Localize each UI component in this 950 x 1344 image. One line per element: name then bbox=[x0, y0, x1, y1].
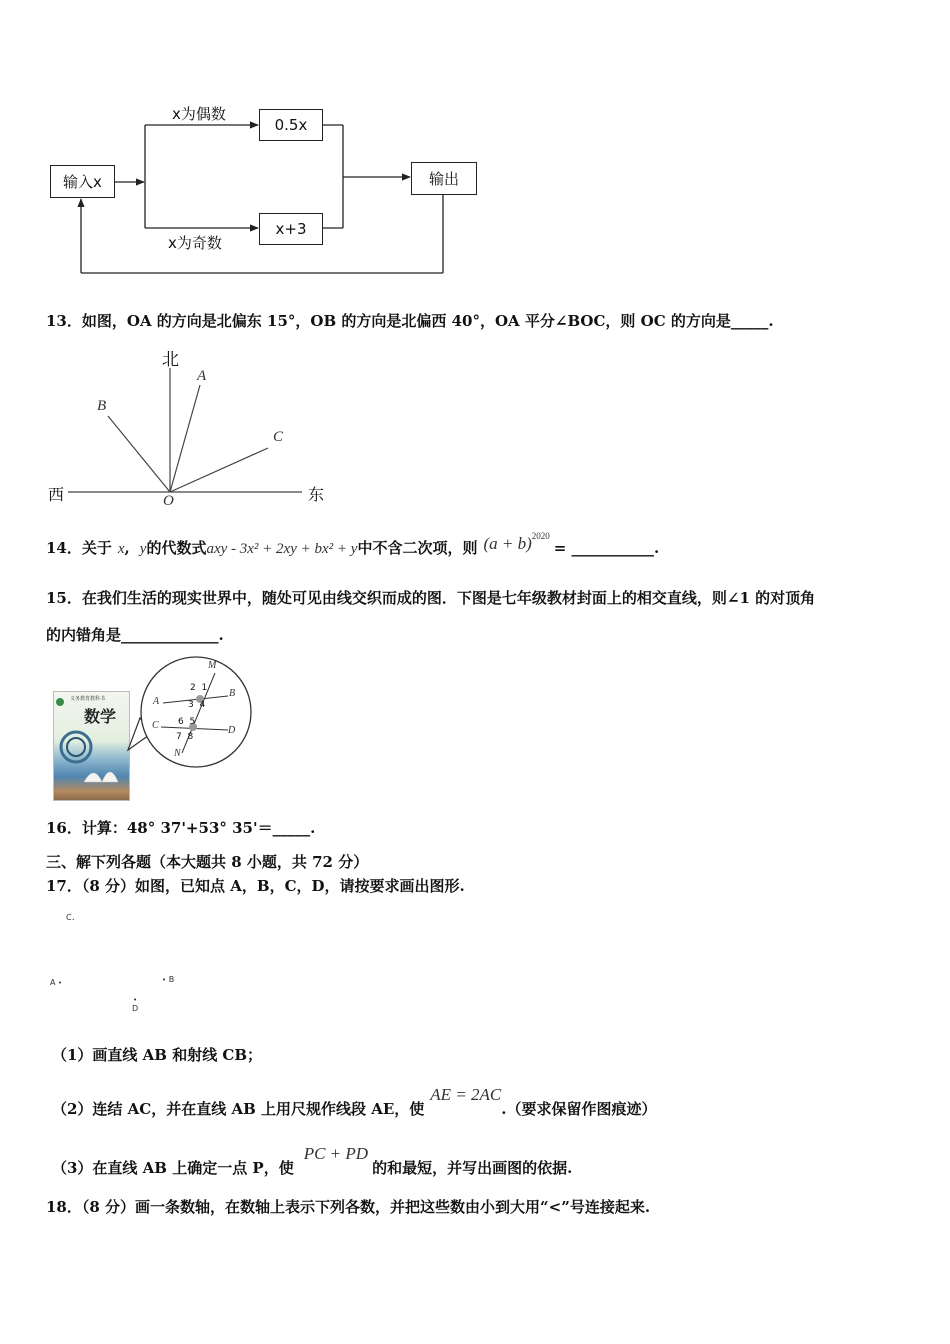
angle-labels-bottom: 6 5 bbox=[178, 717, 196, 727]
q14-power-base: (a + b) bbox=[483, 534, 532, 553]
label-m: M bbox=[208, 660, 217, 671]
q14-prefix: 14．关于 bbox=[46, 539, 112, 557]
angle-labels-top: 2 1 bbox=[190, 683, 208, 693]
flow-even-box: 0.5x bbox=[259, 109, 323, 141]
magnifier-diagram bbox=[120, 655, 260, 770]
point-b-label: B bbox=[97, 398, 107, 414]
q17-part2-pre: （2）连结 AC，并在直线 AB 上用尺规作线段 AE，使 bbox=[52, 1100, 425, 1118]
q14-expression: axy - 3x² + 2xy + bx² + y bbox=[206, 541, 358, 557]
q17-part3-math: PC + PD bbox=[303, 1144, 369, 1163]
compass-diagram bbox=[40, 340, 340, 515]
question-15-line1: 15．在我们生活的现实世界中，随处可见由线交织而成的图．下图是七年级教材封面上的相交直线，则∠1 的对顶角 bbox=[46, 589, 816, 607]
q14-tail: = ___________. bbox=[553, 539, 660, 557]
q17-part1: （1）画直线 AB 和射线 CB； bbox=[52, 1046, 263, 1064]
q17-part2 bbox=[52, 1079, 657, 1119]
question-13: 13．如图，OA 的方向是北偏东 15°，OB 的方向是北偏西 40°，OA 平分∠BOC，则 OC 的方向是_____. bbox=[46, 312, 774, 330]
book-shell-icon bbox=[54, 692, 129, 800]
q14-mid: 的代数式 bbox=[146, 539, 207, 557]
question-17: 17．（8 分）如图，已知点 A，B，C，D，请按要求画出图形. bbox=[46, 877, 465, 895]
flow-output-box: 输出 bbox=[411, 162, 477, 195]
q17-part2-math: AE = 2AC bbox=[430, 1085, 502, 1104]
q17-point-a: A • bbox=[50, 978, 63, 987]
ray-oc bbox=[170, 448, 268, 492]
angle-labels-bottom2: 7 8 bbox=[176, 732, 194, 742]
label-d: D bbox=[228, 725, 236, 736]
q17-point-b: • B bbox=[162, 975, 175, 984]
q14-cond: 中不含二次项，则 bbox=[357, 539, 478, 557]
ray-oa bbox=[170, 385, 200, 492]
q17-part3 bbox=[52, 1138, 572, 1178]
label-a: A bbox=[153, 696, 160, 707]
section-3-heading: 三、解下列各题（本大题共 8 小题，共 72 分） bbox=[46, 853, 369, 871]
q14-y: y bbox=[139, 541, 147, 557]
q17-point-d: • D bbox=[132, 996, 139, 1013]
label-b: B bbox=[229, 688, 236, 699]
east-label: 东 bbox=[308, 485, 325, 504]
north-label: 北 bbox=[162, 350, 179, 370]
question-18: 18．（8 分）画一条数轴，在数轴上表示下列各数，并把这些数由小到大用“<”号连接起来. bbox=[46, 1198, 651, 1216]
flow-input-box: 输入x bbox=[50, 165, 115, 198]
point-o-label: O bbox=[163, 493, 174, 509]
q17-part3-post: 的和最短，并写出画图的依据. bbox=[372, 1159, 573, 1177]
angle-labels-top2: 3 4 bbox=[188, 700, 206, 710]
point-c-label: C bbox=[273, 429, 284, 445]
book-header: 义务教育教科书 bbox=[70, 696, 106, 702]
question-14 bbox=[46, 531, 660, 560]
book-title: 数学 bbox=[84, 707, 117, 726]
q17-part2-post: .（要求保留作图痕迹） bbox=[501, 1100, 657, 1118]
ray-ob bbox=[108, 416, 170, 492]
textbook-cover bbox=[53, 691, 130, 801]
q14-x: x bbox=[117, 541, 125, 557]
label-c: C bbox=[152, 720, 159, 731]
question-16: 16．计算：48° 37'+53° 35'＝_____. bbox=[46, 819, 316, 837]
question-15-line2: 的内错角是_____________. bbox=[46, 626, 224, 644]
flowchart-lines bbox=[0, 0, 950, 290]
flow-odd-box: x+3 bbox=[259, 213, 323, 245]
label-n: N bbox=[174, 748, 181, 759]
west-label: 西 bbox=[48, 485, 65, 504]
q17-part3-pre: （3）在直线 AB 上确定一点 P，使 bbox=[52, 1159, 294, 1177]
flow-odd-label: x为奇数 bbox=[168, 234, 222, 252]
q14-comma: , bbox=[124, 539, 130, 557]
q14-power-exp: 2020 bbox=[531, 531, 550, 541]
point-a-label: A bbox=[197, 368, 207, 384]
flow-even-label: x为偶数 bbox=[172, 105, 226, 123]
q17-point-c: C. bbox=[66, 912, 75, 923]
